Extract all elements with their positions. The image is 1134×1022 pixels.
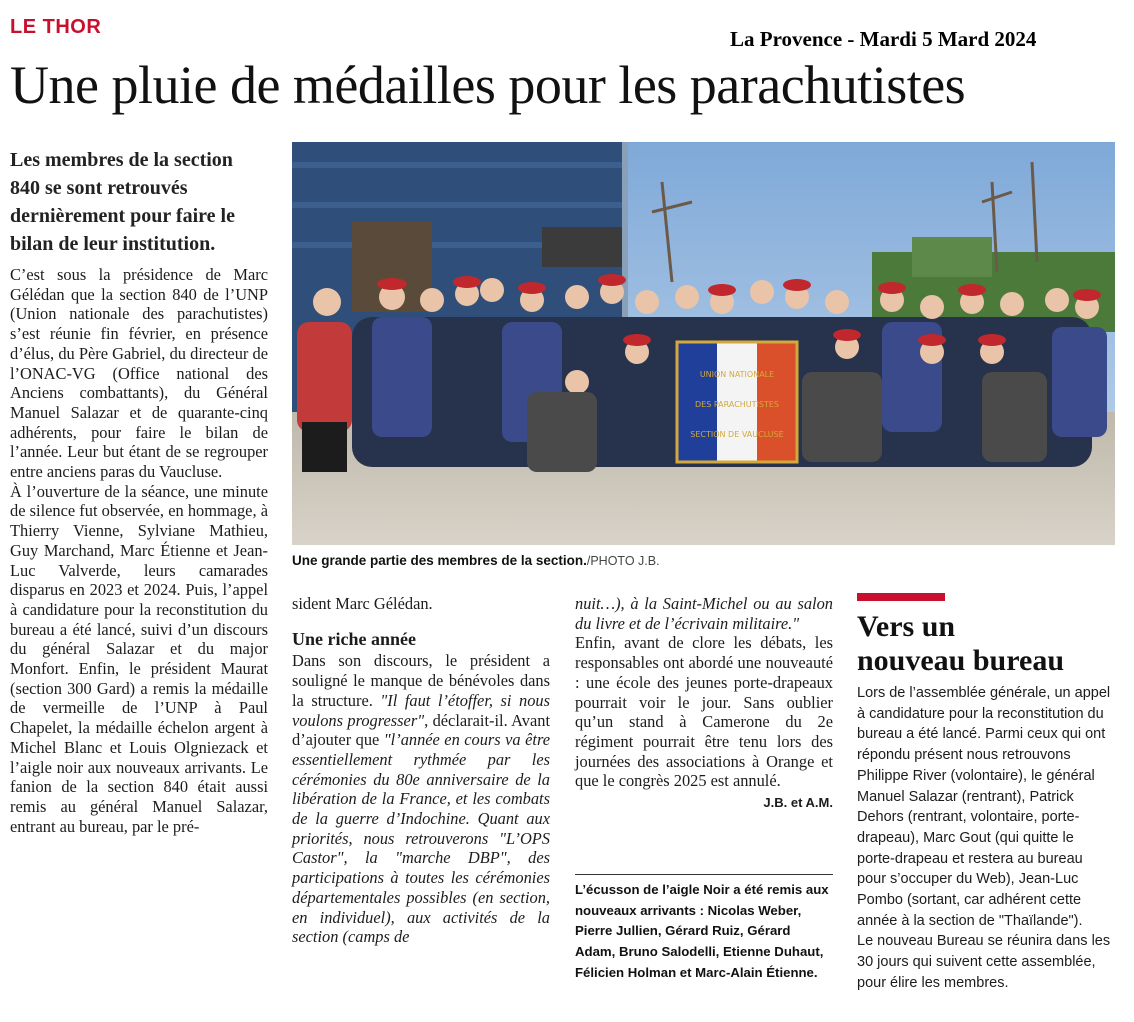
caption-text: Une grande partie des membres de la section. bbox=[292, 553, 587, 568]
flag-illustration bbox=[677, 342, 797, 462]
text-run: , déclarait-il. Avant d’ajouter que bbox=[292, 710, 551, 750]
sidebar-paragraph: Le nouveau Bureau se réunira dans les 30 jours qui suivent cette assemblée, pour élire les membres. bbox=[857, 933, 1111, 991]
newspaper-source: La Provence - Mardi 5 Mard 2024 bbox=[730, 27, 1037, 51]
photo-caption bbox=[292, 553, 1115, 568]
text-run: Dans son discours, le président a souligné le manque de bénévoles dans la structure. bbox=[292, 651, 550, 710]
box-divider bbox=[575, 874, 833, 875]
lead-paragraph: Les membres de la section 840 se sont retrouvés dernièrement pour faire le bilan de leur institution. bbox=[10, 149, 235, 255]
article-paragraph: C’est sous la présidence de Marc Gélédan que la section 840 de l’UNP (Union nationale des parachutistes) s’est réunie fin février, en présence d’élus, du Père Gabriel, du directeur de l’ONAC-VG (Office national des Anciens combattants), du Général Manuel Salazar et de quarante-cinq adhérents, pour faire le bilan de l’année. Leur but étant de se regrouper entre anciens paras du Vaucluse. bbox=[10, 265, 268, 482]
photo-illustration bbox=[292, 142, 1115, 545]
article-paragraph bbox=[292, 651, 550, 947]
sidebar-title-line: nouveau bureau bbox=[857, 644, 1065, 677]
article-column-3 bbox=[575, 594, 833, 813]
author-signature: J.B. et A.M. bbox=[763, 795, 833, 811]
article-column-2 bbox=[292, 594, 550, 947]
article-column-1 bbox=[10, 265, 268, 836]
article-subhead: Une riche année bbox=[292, 628, 416, 649]
sidebar-accent-bar bbox=[857, 593, 945, 601]
article-paragraph-continued: sident Marc Gélédan. bbox=[292, 594, 433, 613]
quote: "Il faut l’étoffer, si nous voulons progresser" bbox=[292, 690, 550, 730]
quote: "l’année en cours va être essentiellement rythmée par les cérémonies du 80e anniversaire de la libération de la France, et les combats de la guerre d’Indochine. Quant aux priorités, nous retrouverons "L’OPS Castor", la "marche DBP", des participations à toutes les cérémonies départementales possibles (en section, en individuel), aux activités de la section (camps de bbox=[292, 730, 550, 947]
flag-text-line: UNION NATIONALE bbox=[699, 370, 775, 379]
flag-text-line: DES PARACHUTISTES bbox=[695, 400, 779, 409]
section-kicker: LE THOR bbox=[10, 16, 102, 38]
sidebar-paragraph: Lors de l’assemblée générale, un appel à candidature pour la reconstitution du bureau a été lancé. Parmi ceux qui ont répondu présent nous retrouvons Philippe River (volontaire), le général Manuel Salazar (rentrant), Patrick Dehors (rentrant, volontaire, porte-drapeau), Marc Gout (qui quitte le porte-drapeau et restera au bureau pour s’occuper du Web), Jean-Luc Pombo (sortant, car adhérent cette année à la section de "Thaïlande"). bbox=[857, 685, 1111, 929]
article-paragraph: À l’ouverture de la séance, une minute de silence fut observée, en hommage, à Thierry Vienne, Sylviane Mathieu, Guy Marchand, Marc Étienne et Jean-Luc Valverde, leurs camarades disparus en 2023 et 2024. Puis, l’appel à candidature pour la reconstitution du bureau a été lancé, suivi d’un discours du général Salazar et du major Monfort. Enfin, le président Maurat (section 300 Gard) a remis la médaille de vermeille de l’UNP à Paul Chapelet, la médaille échelon argent à Michel Blanc et Louis Olgniezack et l’aigle noir aux nouveaux arrivants. Le fanion de la section 840 était aussi remis au général Manuel Salazar, entrant au bureau, par le pré- bbox=[10, 481, 268, 836]
headline: Une pluie de médailles pour les parachutistes bbox=[10, 55, 966, 115]
insert-box-text: L’écusson de l’aigle Noir a été remis aux nouveaux arrivants : Nicolas Weber, Pierre Jullien, Gérard Ruiz, Gérard Adam, Bruno Salodelli, Etienne Duhaut, Félicien Holman et Marc-Alain Étienne. bbox=[575, 882, 829, 980]
group-photo bbox=[292, 142, 1115, 545]
article-paragraph: Enfin, avant de clore les débats, les responsables ont abordé une nouveauté : une école des jeunes porte-drapeaux pourrait voir le jour. Sans oublier qu’un stand à Camerone du 2e régiment pourrait être tenu lors des journées des associations à Orange et que le congrès 2025 est annulé. bbox=[575, 633, 833, 791]
quote-continued: nuit…), à la Saint-Michel ou au salon du livre et de l’écrivain militaire." bbox=[575, 594, 833, 633]
sidebar-title-line: Vers un bbox=[857, 610, 956, 643]
photo-credit: /PHOTO J.B. bbox=[586, 554, 660, 568]
sidebar-title bbox=[857, 610, 1127, 678]
sidebar-body bbox=[857, 683, 1115, 994]
flag-text-line: SECTION DE VAUCLUSE bbox=[690, 430, 784, 439]
